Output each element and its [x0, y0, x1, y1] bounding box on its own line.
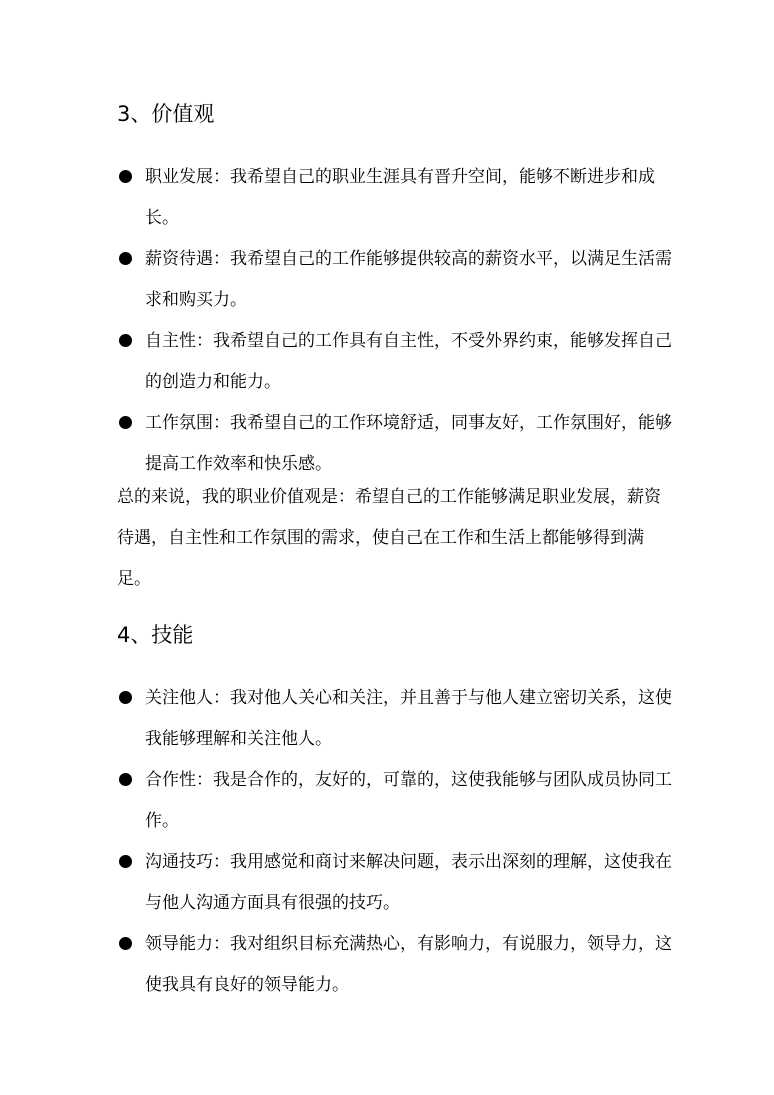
list-item-text: 职业发展：我希望自己的职业生涯具有晋升空间，能够不断进步和成长。: [145, 167, 655, 228]
list-item: [117, 924, 677, 1006]
list-item: [117, 321, 677, 403]
bullet-icon: [119, 691, 132, 704]
values-list: [117, 157, 677, 485]
bullet-icon: [119, 334, 132, 347]
bullet-icon: [119, 855, 132, 868]
section-heading-values: 3、价值观: [117, 102, 215, 126]
list-item: [117, 239, 677, 321]
values-summary-paragraph: 总的来说，我的职业价值观是：希望自己的工作能够满足职业发展，薪资待遇，自主性和工作氛围的需求，使自己在工作和生活上都能够得到满足。: [117, 487, 661, 589]
list-item: [117, 157, 677, 239]
list-item-text: 领导能力：我对组织目标充满热心，有影响力，有说服力，领导力，这使我具有良好的领导能力。: [145, 934, 672, 995]
skills-list: [117, 678, 677, 1006]
section-heading-skills: 4、技能: [117, 623, 194, 647]
list-item-text: 自主性：我希望自己的工作具有自主性，不受外界约束，能够发挥自己的创造力和能力。: [145, 331, 672, 392]
list-item: [117, 678, 677, 760]
bullet-icon: [119, 170, 132, 183]
bullet-icon: [119, 416, 132, 429]
list-item: [117, 842, 677, 924]
list-item-text: 薪资待遇：我希望自己的工作能够提供较高的薪资水平，以满足生活需求和购买力。: [145, 249, 672, 310]
list-item-text: 工作氛围：我希望自己的工作环境舒适，同事友好，工作氛围好，能够提高工作效率和快乐感。: [145, 413, 672, 474]
bullet-icon: [119, 773, 132, 786]
list-item-text: 关注他人：我对他人关心和关注，并且善于与他人建立密切关系，这使我能够理解和关注他人。: [145, 688, 672, 749]
list-item: [117, 403, 677, 485]
list-item-text: 合作性：我是合作的，友好的，可靠的，这使我能够与团队成员协同工作。: [145, 770, 672, 831]
bullet-icon: [119, 937, 132, 950]
bullet-icon: [119, 252, 132, 265]
list-item-text: 沟通技巧：我用感觉和商讨来解决问题，表示出深刻的理解，这使我在与他人沟通方面具有很强的技巧。: [145, 852, 672, 913]
list-item: [117, 760, 677, 842]
